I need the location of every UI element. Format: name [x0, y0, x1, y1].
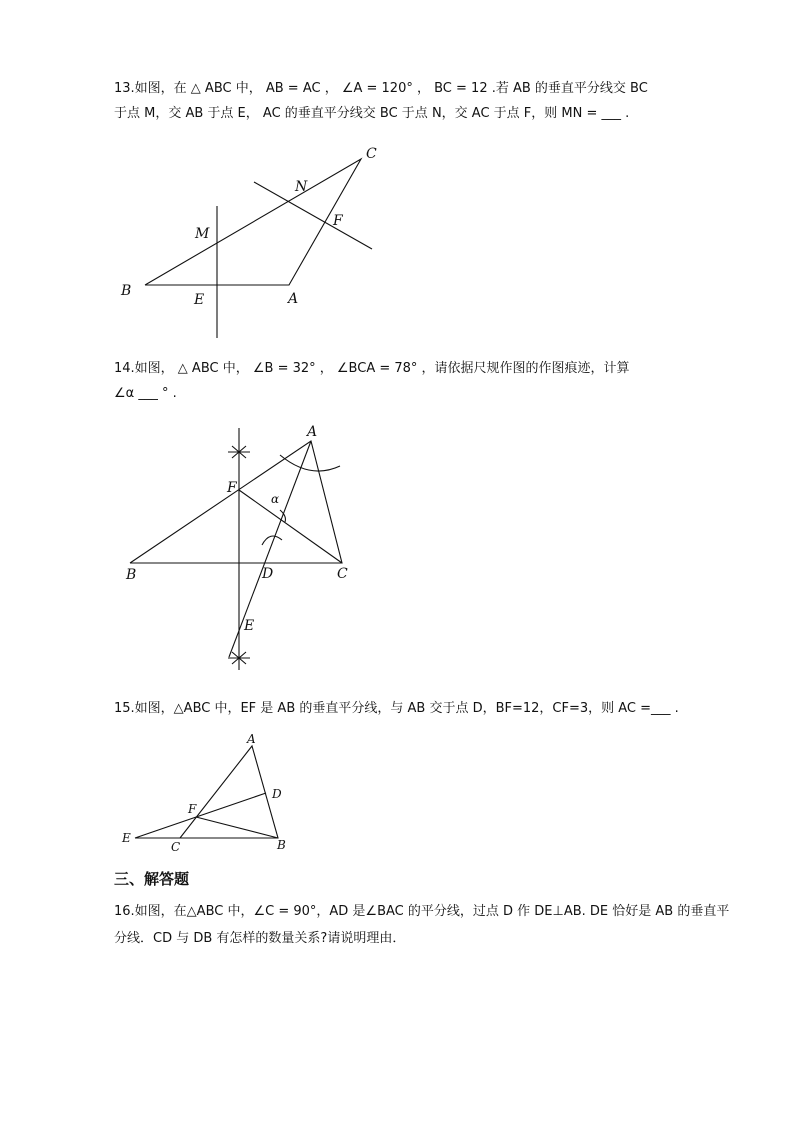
q13-text-line1: 13.如图，在 △ ABC 中， AB = AC ， ∠A = 120° ， BC = 12 .若 AB 的垂直平分线交 BC	[114, 81, 648, 96]
q15-label-f: F	[188, 802, 197, 816]
q14-label-alpha: α	[271, 492, 280, 506]
q16-text-line1: 16.如图，在△ABC 中，∠C = 90°，AD 是∠BAC 的平分线，过点 D 作 DE⊥AB. DE 恰好是 AB 的垂直平	[114, 904, 730, 919]
q15-text-line1: 15.如图，△ABC 中，EF 是 AB 的垂直平分线，与 AB 交于点 D，BF=12，CF=3，则 AC =___ .	[114, 701, 679, 716]
q14-text-line1: 14.如图， △ ABC 中， ∠B = 32° ， ∠BCA = 78° ，请依据尺规作图的作图痕迹，计算	[114, 361, 630, 376]
q13-label-c: C	[366, 146, 377, 162]
q15-label-b: B	[277, 838, 286, 852]
q13-label-a: A	[288, 291, 299, 307]
q14-label-e: E	[244, 618, 255, 634]
q14-label-a: A	[307, 424, 318, 440]
q13-label-e: E	[194, 292, 205, 308]
q15-segment-fb	[196, 817, 278, 838]
section-title: 三、解答题	[114, 870, 190, 888]
q14-label-d: D	[262, 566, 274, 582]
q13-label-m: M	[195, 226, 210, 242]
q15-label-c: C	[171, 840, 181, 854]
q13-label-n: N	[295, 179, 308, 195]
q13-label-f: F	[333, 213, 343, 229]
q15-triangle	[180, 746, 278, 838]
q15-label-a: A	[247, 732, 256, 746]
q13-text-line2: 于点 M，交 AB 于点 E， AC 的垂直平分线交 BC 于点 N，交 AC 于点 F，则 MN = ___ .	[114, 106, 630, 121]
q15-label-e: E	[122, 831, 131, 845]
q16-text-line2: 分线．CD 与 DB 有怎样的数量关系?请说明理由．	[114, 931, 406, 946]
q14-label-b: B	[126, 567, 137, 583]
q14-text-line2: ∠α ___ ° .	[114, 386, 177, 401]
q15-label-d: D	[272, 787, 282, 801]
q14-label-f: F	[227, 480, 237, 496]
q14-label-c: C	[337, 566, 348, 582]
q13-label-b: B	[121, 283, 132, 299]
q15-line-ed	[135, 793, 266, 838]
